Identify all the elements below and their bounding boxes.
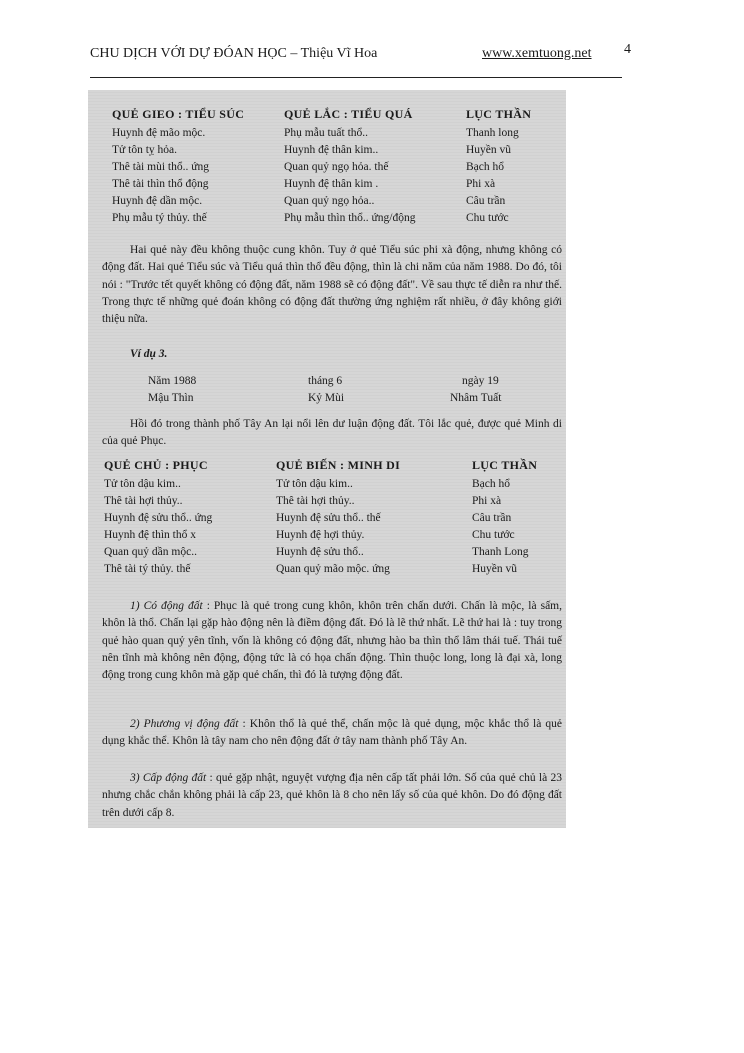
table-cell: Quan quỷ ngọ hỏa..: [284, 195, 375, 207]
table-cell: Phi xà: [466, 178, 496, 190]
table-cell: Huynh đệ thân kim..: [284, 144, 379, 156]
table-cell: Huyền vũ: [466, 144, 512, 156]
point-2-text: : Khôn thổ là quẻ thể, chấn mộc là quẻ dụng, mộc khắc thổ là quẻ dụng khắc thể. Khôn là tây nam cho nên động đất ở tây nam thành phố Tây An.: [102, 718, 563, 748]
table-cell: Huynh đệ thân kim .: [284, 178, 379, 190]
table-cell: Thê tài hợi thủy..: [276, 495, 355, 507]
table-cell: Chu tước: [472, 529, 515, 541]
table-cell: Câu trần: [466, 195, 506, 207]
table-cell: Bạch hổ: [472, 478, 511, 490]
table-cell: Thê tài hợi thủy..: [104, 495, 183, 507]
table-cell: Câu trần: [472, 512, 512, 524]
date-year: Năm 1988: [148, 375, 197, 387]
point-2-label: 2) Phương vị động đất: [130, 718, 239, 730]
table2-header-3: LỤC THẦN: [472, 458, 538, 472]
date-day-canchi: Nhâm Tuất: [450, 392, 502, 404]
page-number: 4: [624, 42, 631, 57]
table-cell: Quan quỷ mão mộc. ứng: [276, 563, 390, 575]
table-cell: Huynh đệ sửu thổ.. ứng: [104, 512, 213, 524]
table2-header-1: QUẺ CHỦ : PHỤC: [104, 458, 208, 472]
table-cell: Tử tôn dậu kim..: [104, 478, 181, 490]
table-cell: Phụ mẫu tý thủy. thế: [112, 212, 207, 224]
point-3-label: 3) Cấp động đất: [130, 772, 207, 784]
table-cell: Huynh đệ dần mộc.: [112, 195, 203, 207]
date-month: tháng 6: [308, 375, 343, 387]
table-cell: Phi xà: [472, 495, 502, 507]
paragraph-2: Hồi đó trong thành phố Tây An lại nổi lên dư luận động đất. Tôi lắc quẻ, được quẻ Minh di của quẻ Phục.: [102, 418, 562, 448]
table-cell: Phụ mẫu tuất thổ..: [284, 127, 369, 139]
point-1-text: : Phục là quẻ trong cung khôn, khôn trên chấn dưới. Chấn là mộc, là sấm, khôn là thổ. Chấn lại gặp hào động nên là điềm động đất. Đó là lẽ thứ nhất. Lẽ thứ hai là : tuy trong quẻ hào quan quỷ yên tĩnh, vốn là không có động đất, nhưng hào ba thìn thổ lâm thái tuế. Thái tuế nên tĩnh mà không nên động, động tức là có họa chấn động. Thìn thuộc long, long là đại xà, long động trong cung khôn mà gặp quẻ chấn, thì đó là tượng động đất.: [102, 600, 562, 682]
table-cell: Huynh đệ sửu thổ.. thế: [276, 512, 381, 524]
table-cell: Chu tước: [466, 212, 509, 224]
page-header: [90, 42, 631, 68]
table-cell: Thê tài tý thủy. thế: [104, 563, 191, 575]
table-cell: Huynh đệ thìn thổ x: [104, 529, 196, 541]
point-2: [102, 716, 562, 751]
table-cell: Huynh đệ mão mộc.: [112, 127, 206, 139]
header-divider: [90, 77, 622, 78]
point-1: [102, 598, 562, 684]
example-label: Ví dụ 3.: [130, 348, 168, 360]
date-day: ngày 19: [462, 375, 499, 387]
table1-col-2: [284, 106, 415, 227]
table-cell: Huynh đệ sửu thổ..: [276, 546, 364, 558]
table1-header-1: QUẺ GIEO : TIỂU SÚC: [112, 107, 245, 121]
table2-header-2: QUẺ BIẾN : MINH DI: [276, 458, 401, 472]
table-cell: Quan quỷ dần mộc..: [104, 546, 197, 558]
table2-col-1: [104, 457, 212, 578]
date-month-canchi: Kỷ Mùi: [308, 392, 345, 404]
table-cell: Thanh long: [466, 127, 519, 139]
website-link[interactable]: www.xemtuong.net: [482, 46, 592, 61]
date-year-canchi: Mậu Thìn: [148, 392, 194, 404]
table-cell: Thanh Long: [472, 546, 529, 558]
table1-col-3: [466, 106, 531, 227]
table1-col-1: [112, 106, 244, 227]
table-cell: Phụ mẫu thìn thổ.. ứng/động: [284, 212, 416, 224]
table-cell: Huynh đệ hợi thủy.: [276, 529, 365, 541]
table2-col-2: [276, 457, 400, 578]
table1-header-2: QUẺ LẮC : TIỂU QUÁ: [284, 107, 413, 121]
table-cell: Tử tôn dậu kim..: [276, 478, 353, 490]
table-cell: Tử tôn tỵ hỏa.: [112, 144, 178, 156]
table-cell: Quan quỷ ngọ hỏa. thế: [284, 161, 389, 173]
point-3: [102, 770, 562, 822]
scanned-page: [88, 90, 566, 828]
book-title: CHU DỊCH VỚI DỰ ĐÓAN HỌC – Thiệu Vĩ Hoa: [90, 46, 378, 61]
table-cell: Huyền vũ: [472, 563, 518, 575]
table2-col-3: [472, 457, 537, 578]
point-3-text: : quẻ gặp nhật, nguyệt vượng địa nên cấp tất phải lớn. Số của quẻ chủ là 23 nhưng chắc chắn không phải là cấp 23, quẻ khôn là 8 cho nên lấy số của quẻ khôn. Do đó động đất trên dưới cấp 8.: [102, 772, 562, 819]
point-1-label: 1) Có động đất: [130, 600, 203, 612]
table-cell: Thê tài thìn thổ động: [112, 178, 209, 190]
table-cell: Bạch hổ: [466, 161, 505, 173]
table1-header-3: LỤC THẦN: [466, 107, 532, 121]
paragraph-1: Hai quẻ này đều không thuộc cung khôn. Tuy ở quẻ Tiểu súc phi xà động, nhưng không có động đất. Hai quẻ Tiểu súc và Tiểu quá thìn thổ đều động, thìn là chi năm của năm 1988. Do đó, tôi nói : "Trước tết quyết không có động đất, năm 1988 sẽ có động đất". Về sau thực tế diễn ra như thế. Trong thực tế những quẻ đoán không có động đất thường ứng nghiệm rất nhiều, ở đây không giới thiệu nữa.: [102, 244, 562, 326]
table-cell: Thê tài mùi thổ.. ứng: [112, 161, 209, 173]
